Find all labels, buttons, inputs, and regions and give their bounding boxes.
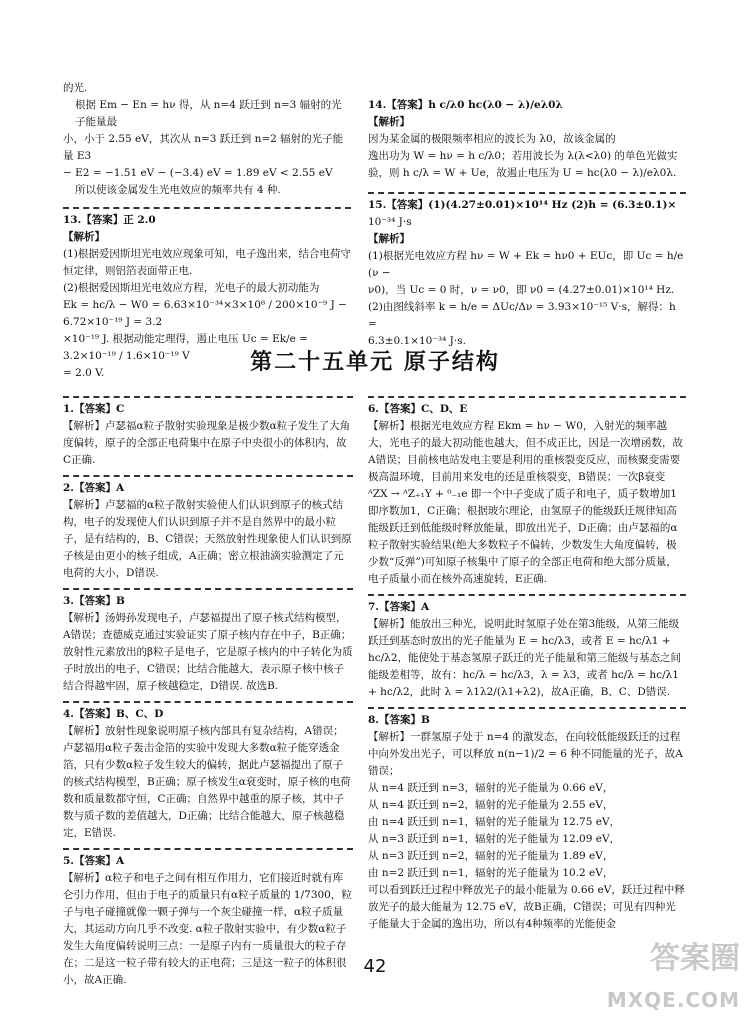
watermark-url: MXQE.COM xyxy=(606,988,740,1012)
unit-title: 第二十五单元 原子结构 xyxy=(250,350,500,375)
answer-heading: 7.【答案】A xyxy=(368,601,430,613)
right-column xyxy=(368,396,686,939)
answer-heading: 6.【答案】C、D、E xyxy=(368,403,468,415)
top-left-column xyxy=(63,80,351,388)
text-line: 验，则 h c/λ = W + Ue，故遏止电压为 U = hc(λ0 − λ)/eλ0λ. xyxy=(368,167,677,179)
question-3 xyxy=(63,588,353,695)
answer-heading: 13.【答案】正 2.0 xyxy=(63,214,156,226)
transition-line: 从 n=3 跃迁到 n=1，辐射的光子能量为 12.09 eV， xyxy=(368,833,621,845)
question-7 xyxy=(368,594,686,701)
answer-heading: 8.【答案】B xyxy=(368,714,430,726)
answer-heading: 1.【答案】C xyxy=(63,403,125,415)
question-15 xyxy=(368,192,686,350)
page-number: 42 xyxy=(363,956,387,977)
analysis-text: 【解析】汤姆孙发现电子，卢瑟福提出了原子核式结构模型，A错误；查德威克通过实验证实了原子核内存在中子，B正确；放射性元素放出的β粒子是电子，它是原子核内的中子转化为质子时放出的电子，C错误；比结合能越大，表示原子核中核子结合得越牢固，原子核越稳定，D错误. 故选B. xyxy=(63,612,353,692)
text-line: 所以使该金属发生光电效应的频率共有 4 种. xyxy=(75,184,281,196)
text-line: ×10⁻¹⁹ J. 根据动能定理得，遏止电压 Uc = Ek/e = 3.2×10⁻¹⁹ / 1.6×10⁻¹⁹ V xyxy=(63,333,308,362)
text-line: = 2.0 V. xyxy=(63,367,105,379)
question-4 xyxy=(63,701,353,842)
answer-heading: 14.【答案】h c/λ0 hc(λ0 − λ)/eλ0λ xyxy=(368,99,563,111)
question-1 xyxy=(63,396,353,469)
analysis-text: 【解析】一群氢原子处于 n=4 的激发态，在向较低能级跃迁的过程中向外发出光子，可以释放 n(n−1)/2 = 6 种不同能量的光子，故A错误； xyxy=(368,731,683,777)
answer-heading: 15.【答案】(1)(4.27±0.01)×10¹⁴ Hz (2)h = (6.3±0.1)× xyxy=(368,199,677,211)
transition-line: 从 n=4 跃迁到 n=3，辐射的光子能量为 0.66 eV， xyxy=(368,782,614,794)
analysis-tag: 【解析】 xyxy=(368,233,410,245)
text-line: (1)根据光电效应方程 hν = W + Ek = hν0 + EUc，即 Uc = h/e (ν − xyxy=(368,250,684,279)
top-right-column xyxy=(368,80,686,356)
text-line: 的光. xyxy=(63,82,88,94)
transition-line: 由 n=4 跃迁到 n=1，辐射的光子能量为 12.75 eV， xyxy=(368,816,621,828)
analysis-text: 【解析】卢瑟福的α粒子散射实验使人们认识到原子的核式结构，电子的发现使人们认识到原子并不是自然界中的最小粒子，是有结构的，B、C错误；天然放射性现象使人们认识到原子核是由更小的核子组成，A正确；密立根油滴实验测定了元电荷的大小，D错误. xyxy=(63,499,352,579)
text-line: − E2 = −1.51 eV − (−3.4) eV = 1.89 eV < 2.55 eV xyxy=(63,167,333,179)
answer-heading: 4.【答案】B、C、D xyxy=(63,708,164,720)
analysis-tag: 【解析】 xyxy=(63,231,105,243)
analysis-text: 【解析】α粒子和电子之间有相互作用力，它们接近时就有库仑引力作用，但由于电子的质量只有α粒子质量的 1/7300，粒子与电子碰撞就像一颗子弹与一个灰尘碰撞一样，α粒子质量大，其运动方向几乎不改变. α粒子散射实验中，有少数α粒子发生大角度偏转说明三点：一是原子内有一质量很大的粒子存在；二是这一粒子带有较大的正电荷；三是这一粒子的体积很小，故A正确. xyxy=(63,872,352,986)
question-2 xyxy=(63,475,353,582)
text-line: (2)根据爱因斯坦光电效应方程，光电子的最大初动能为 xyxy=(63,282,320,294)
text-line: 逸出功为 W = hν = h c/λ0；若用波长为 λ(λ<λ0) 的单色光做实 xyxy=(368,150,678,162)
answer-heading: 3.【答案】B xyxy=(63,595,125,607)
text-line: 小，小于 2.55 eV，其次从 n=3 跃迁到 n=2 辐射的光子能量 E3 xyxy=(63,133,344,162)
text-line: (2)由图线斜率 k = h/e = ΔUc/Δν = 3.93×10⁻¹⁵ V·s，解得：h = xyxy=(368,301,676,330)
analysis-text: 【解析】卢瑟福α粒子散射实验现象是极少数α粒子发生了大角度偏转，原子的全部正电荷集中在原子中央很小的体积内，故C正确. xyxy=(63,420,351,466)
analysis-text: 【解析】根据光电效应方程 Ekm = hν − W0，入射光的频率越大，光电子的最大初动能也越大，但不成正比，因是一次增函数，故A错误；目前核电站发电主要是利用的重核裂变反应，而核聚变需要极高温环境，目前用来发电的还是重核裂变，B错误；一次β衰变 ᴬZX → ᴬZ₊₁Y + ⁰₋₁e 即一个中子变成了质子和电子，质子数增加1即序数加1，C正确；根据玻尔理论，由氢原子的能级跃迁规律知高能级跃迁到低能级时释放能量，即放出光子，D正确；由卢瑟福的α粒子散射实验结果(绝大多数粒子不偏转，少数发生大角度偏转，极少数“反弹”)可知原子核集中了原子的全部正电荷和绝大部分质量，电子质量小而在核外高速旋转，E正确. xyxy=(368,420,683,585)
transition-line: 从 n=4 跃迁到 n=2，辐射的光子能量为 2.55 eV， xyxy=(368,799,614,811)
text-line: Ek = hc/λ − W0 = 6.63×10⁻³⁴×3×10⁸ / 200×10⁻⁹ J − 6.72×10⁻¹⁹ J = 3.2 xyxy=(63,299,347,328)
question-6 xyxy=(368,396,686,588)
text-line: (1)根据爱因斯坦光电效应现象可知，电子逸出来，结合电荷守 xyxy=(63,248,351,260)
text-line: 因为某金属的极限频率相应的波长为 λ0，故该金属的 xyxy=(368,133,616,145)
transition-line: 从 n=3 跃迁到 n=2，辐射的光子能量为 1.89 eV， xyxy=(368,850,614,862)
analysis-text: 【解析】放射性现象说明原子核内部具有复杂结构，A错误；卢瑟福用α粒子轰击金箔的实验中发现大多数α粒子能穿透金箔，只有少数α粒子发生较大的偏转，据此卢瑟福提出了原子的核式结构模型，B正确；原子核发生α衰变时，原子核的电荷数和质量数都守恒，C正确；自然界中越重的原子核，其中子数与质子数的差值越大，D正确；比结合能越大，原子核越稳定，E错误. xyxy=(63,725,351,839)
answer-heading: 5.【答案】A xyxy=(63,855,125,867)
text-line: ν0)，当 Uc = 0 时，ν = ν0，即 ν0 = (4.27±0.01)×10¹⁴ Hz. xyxy=(368,284,675,296)
analysis-text: 【解析】能放出三种光，说明此时氢原子处在第3能级，从第三能级跃迁到基态时放出的光子能量为 E = hc/λ3，或者 E = hc/λ1 + hc/λ2，能使处于基态氢原子跃迁的光子能量和第三能级与基态之间能级差相等，故有：hc/λ = hc/λ3，λ = λ3，或者 hc/λ = hc/λ1 + hc/λ2，此时 λ = λ1λ2/(λ1+λ2)，故A正确，B、C、D错误. xyxy=(368,618,682,698)
question-8 xyxy=(368,707,686,933)
answer-heading: 2.【答案】A xyxy=(63,482,125,494)
text-line: 根据 Em − En = hν 得，从 n=4 跃迁到 n=3 辐射的光子能量最 xyxy=(75,99,342,128)
analysis-text: 可以看到跃迁过程中释放光子的最小能量为 0.66 eV，跃迁过程中释放光子的最大能量为 12.75 eV，故B正确，C错误；可见有四种光子能量大于金属的逸出功，所以有4种频率的光能使金 xyxy=(368,884,685,930)
text-line: 10⁻³⁴ J·s xyxy=(368,216,412,228)
text-line: 恒定律，则铝箔表面带正电. xyxy=(63,265,193,277)
text-line: 6.3±0.1×10⁻³⁴ J·s. xyxy=(368,335,466,347)
transition-line: 由 n=2 跃迁到 n=1，辐射的光子能量为 10.2 eV， xyxy=(368,867,614,879)
watermark-logo: 答案圈 xyxy=(650,941,740,976)
question-14 xyxy=(368,94,686,182)
analysis-tag: 【解析】 xyxy=(368,116,410,128)
left-column xyxy=(63,396,353,995)
